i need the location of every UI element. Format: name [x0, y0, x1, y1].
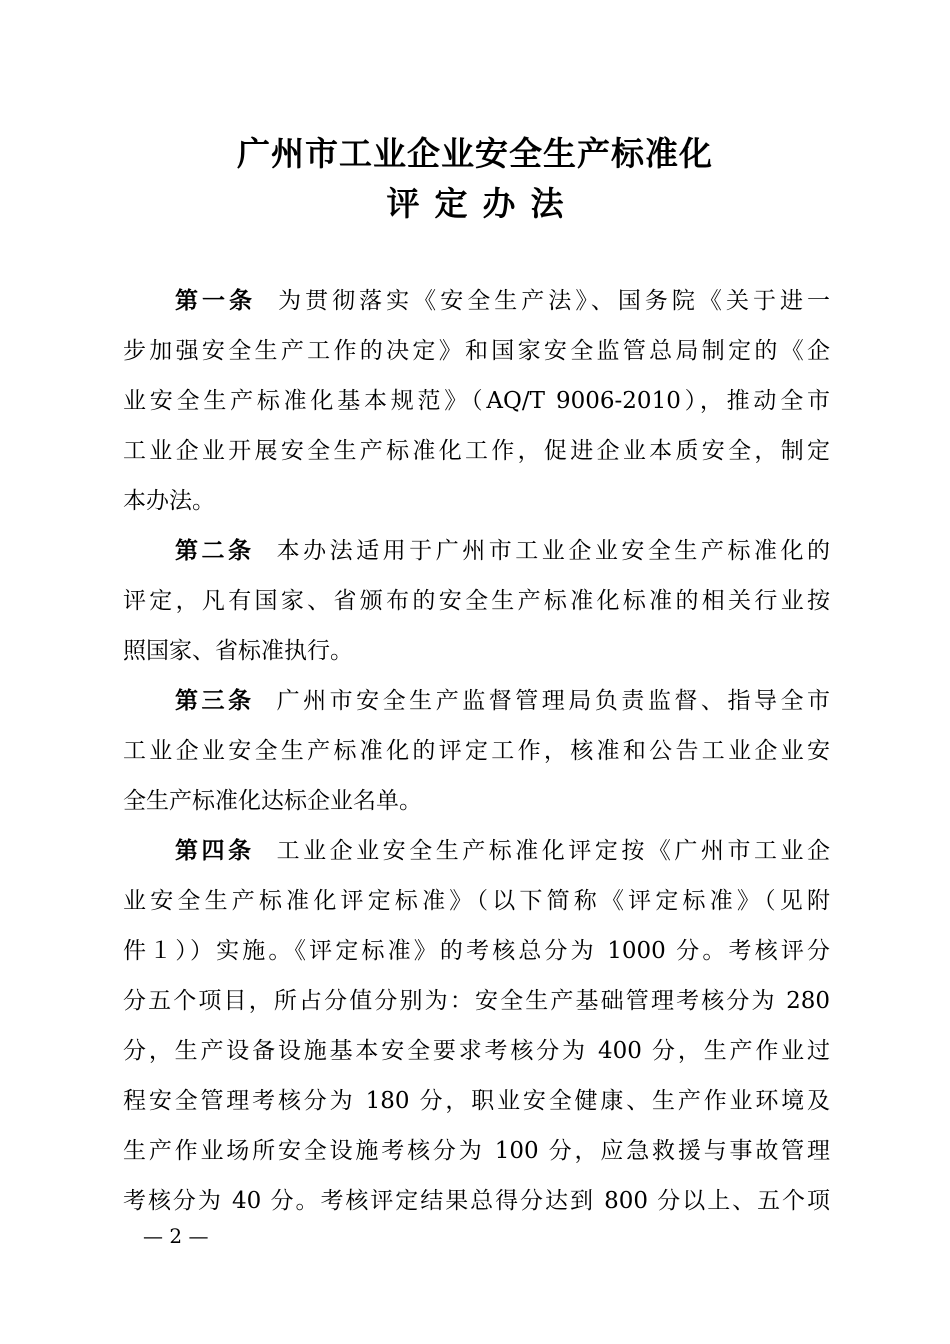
- article-4-line-3: 件１））实施。《评定标准》的考核总分为 1000 分。考核评分: [123, 938, 830, 964]
- article-1-text: 为贯彻落实《安全生产法》、国务院《关于进一: [278, 288, 831, 314]
- article-4-text: 工业企业安全生产标准化评定按《广州市工业企: [276, 838, 831, 864]
- article-2-line-3: 照国家、省标准执行。: [123, 638, 353, 664]
- article-1-line-1: [123, 286, 830, 316]
- document-title: 广州市工业企业安全生产标准化: [237, 134, 713, 173]
- article-3-line-3: 全生产标准化达标企业名单。: [123, 788, 422, 814]
- article-1-line-4: 工业企业开展安全生产标准化工作，促进企业本质安全，制定: [123, 438, 830, 464]
- article-1-line-2: 步加强安全生产工作的决定》和国家安全监管总局制定的《企: [123, 338, 830, 364]
- article-1-line-3: 业安全生产标准化基本规范》（AQ/T 9006-2010），推动全市: [123, 388, 830, 414]
- article-4-line-6: 程安全管理考核分为 180 分，职业安全健康、生产作业环境及: [123, 1088, 830, 1114]
- article-4-label: 第四条: [175, 837, 255, 864]
- article-2-text: 本办法适用于广州市工业企业安全生产标准化的: [276, 538, 831, 564]
- article-3-text: 广州市安全生产监督管理局负责监督、指导全市: [276, 688, 831, 714]
- article-3-line-1: [123, 686, 830, 716]
- article-4-line-5: 分，生产设备设施基本安全要求考核分为 400 分，生产作业过: [123, 1038, 830, 1064]
- article-2-label: 第二条: [175, 537, 255, 564]
- article-1-label: 第一条: [175, 287, 257, 314]
- article-4-line-8: 考核分为 40 分。考核评定结果总得分达到 800 分以上、五个项: [123, 1188, 830, 1214]
- article-4-line-1: [123, 836, 830, 866]
- article-2-line-2: 评定，凡有国家、省颁布的安全生产标准化标准的相关行业按: [123, 588, 830, 614]
- document-subtitle: 评定办法: [386, 184, 579, 223]
- article-4-line-7: 生产作业场所安全设施考核分为 100 分，应急救援与事故管理: [123, 1138, 830, 1164]
- article-1-line-5: 本办法。: [123, 488, 215, 514]
- article-4-line-4: 分五个项目，所占分值分别为：安全生产基础管理考核分为 280: [123, 988, 830, 1014]
- article-3-label: 第三条: [175, 687, 255, 714]
- article-4-line-2: 业安全生产标准化评定标准》（以下简称《评定标准》（见附: [123, 888, 830, 914]
- article-3-line-2: 工业企业安全生产标准化的评定工作，核准和公告工业企业安: [123, 738, 830, 764]
- article-2-line-1: [123, 536, 830, 566]
- page-number: — 2 —: [143, 1224, 209, 1248]
